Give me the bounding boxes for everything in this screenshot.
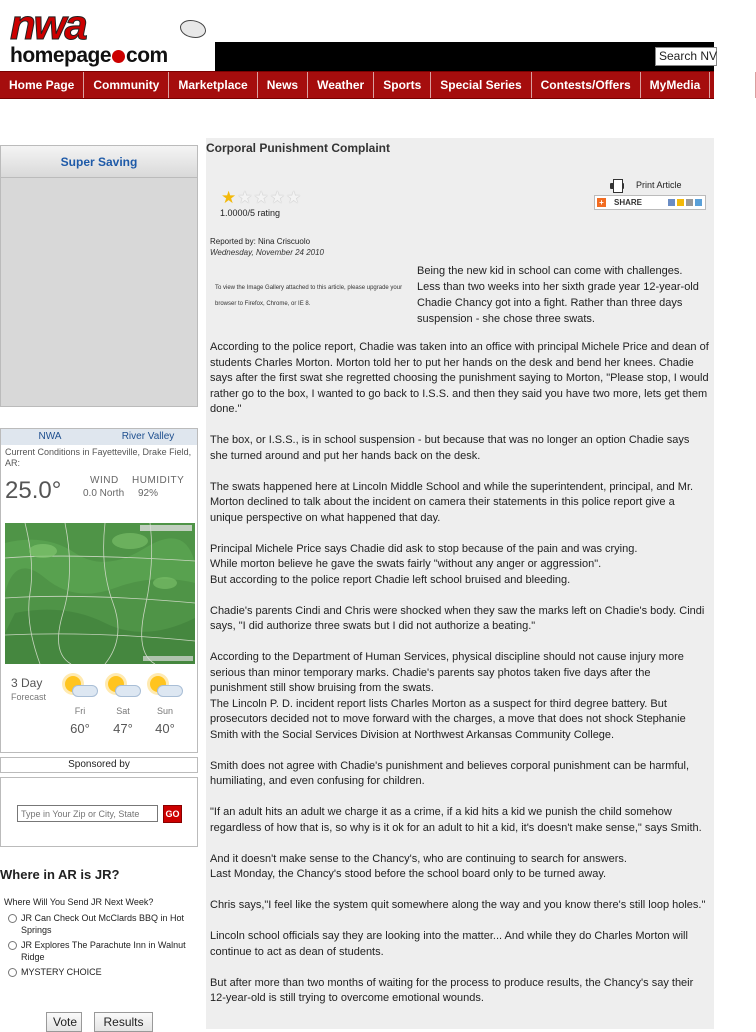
zip-search-box — [0, 777, 198, 847]
poll-option[interactable] — [8, 966, 200, 978]
site-logo[interactable] — [0, 0, 215, 71]
print-article-link[interactable] — [610, 179, 682, 191]
vote-button[interactable]: Vote — [46, 1012, 82, 1032]
nav-item-mymedia[interactable]: MyMedia — [641, 72, 711, 98]
poll-option[interactable] — [8, 939, 200, 963]
plus-icon: + — [597, 198, 606, 207]
article-paragraph: Chadie's parents Cindi and Chris were shocked when they saw the marks left on Chadie's body. Cindi says, "I did authorize three swats but I did not authorize a beating." — [210, 604, 705, 632]
star-icon[interactable]: ★ — [237, 188, 253, 207]
nav-item-community[interactable]: Community — [84, 72, 169, 98]
logo-homepage-text — [10, 44, 168, 68]
printer-icon — [610, 179, 624, 191]
star-icon[interactable]: ★ — [286, 188, 302, 207]
forecast-day — [145, 674, 185, 736]
article-paragraph: But after more than two months of waiting for the process to produce results, the Chancy's say their 12-year-old is still trying to overcome emotional wounds. — [210, 976, 694, 1004]
article-paragraph: Principal Michele Price says Chadie did ask to stop because of the pain and was crying. While morton believe he gave the swats fairly "without any anger or aggression". But according to the police report Chadie left school bruised and bleeding. — [210, 542, 638, 586]
social-icon — [695, 199, 702, 206]
poll-option-label: JR Can Check Out McClards BBQ in Hot Springs — [21, 913, 185, 935]
nav-item-forum[interactable]: Foru — [710, 72, 756, 98]
nav-item-contests-offers[interactable]: Contests/Offers — [532, 72, 641, 98]
article-paragraph: According to the police report, Chadie was taken into an office with principal Michele Price and dean of students Charles Morton. Morton told her to put her hands on the desk and bend her knees. Chadie says after the first swat she regretted choosing the punishment saying to Morton, "Please stop, I would rather go to the box, I wanted to go back to I.S.S. and then they said you have two more, lets get them done." — [210, 341, 709, 415]
logo-com-word: com — [126, 44, 168, 67]
partly-cloudy-icon — [146, 674, 184, 702]
sponsored-label: Sponsored by — [0, 757, 198, 773]
forecast-day-temp: 47° — [113, 721, 133, 736]
zip-city-input[interactable] — [17, 805, 158, 822]
weather-tab-river-valley[interactable]: River Valley — [121, 431, 175, 442]
forecast-subtitle: Forecast — [11, 692, 47, 702]
article-date: Wednesday, November 24 2010 — [210, 248, 324, 257]
byline — [210, 236, 324, 258]
weather-tabs — [1, 429, 197, 445]
forecast-day — [103, 674, 143, 736]
forecast-label — [11, 676, 46, 702]
forecast-day-temp: 60° — [70, 721, 90, 736]
nav-item-weather[interactable]: Weather — [308, 72, 374, 98]
logo-dot-icon — [112, 50, 125, 63]
article-intro: Being the new kid in school can come with challenges. Less than two weeks into her sixth grade year 12-year-old Chadie Chancy got into a fight. Rather than three days suspension - she chose three swats. — [417, 265, 699, 325]
article-paragraph: The swats happened here at Lincoln Middle School and while the superintendent, principal, and Mr. Morton declined to talk about the incident on camera their statements in this police report give a unique perspective on what happened that day. — [210, 480, 694, 524]
article — [206, 138, 714, 1029]
poll-buttons — [46, 1012, 153, 1032]
logo-nwa-text: nwa — [10, 1, 86, 48]
go-button[interactable]: GO — [163, 805, 182, 823]
logo-homepage-word: homepage — [10, 44, 112, 67]
results-button[interactable]: Results — [94, 1012, 153, 1032]
poll-radio[interactable] — [8, 941, 17, 950]
article-paragraph: According to the Department of Human Services, physical discipline should not cause injury more serious than minor temporary marks. Chadie's parents say photos taken five days after the punishment still show bruising from the swats. The Lincoln P. D. incident report lists Charles Morton as a suspect for third degree battery. But prosecutors decided not to move forward with the charges, a move that does not shock Stephanie Smith with the Social Services Division at Northwest Arkansas Community College. — [210, 651, 686, 741]
current-temperature: 25.0° — [5, 477, 62, 504]
star-icon[interactable]: ★ — [269, 188, 285, 207]
nav-item-special-series[interactable]: Special Series — [431, 72, 531, 98]
nav-item-sports[interactable]: Sports — [374, 72, 431, 98]
nav-item-news[interactable]: News — [258, 72, 308, 98]
current-conditions-label: Current Conditions in Fayetteville, Drake Field, AR: — [5, 447, 192, 468]
partly-cloudy-icon — [61, 674, 99, 702]
article-paragraph: Lincoln school officials say they are looking into the matter... And while they do Charles Morton will continue to act as dean of students. — [210, 930, 688, 958]
wind-value: 0.0 North — [83, 488, 125, 499]
social-icon — [668, 199, 675, 206]
article-paragraph: Smith does not agree with Chadie's punishment and believes corporal punishment can be harmful, humiliating, and even confusing for children. — [210, 759, 690, 787]
poll-option-label: JR Explores The Parachute Inn in Walnut Ridge — [21, 940, 186, 962]
forecast-day-temp: 40° — [155, 721, 175, 736]
jr-poll-heading: Where in AR is JR? — [0, 867, 120, 882]
social-icon — [686, 199, 693, 206]
humidity-label: HUMIDITY — [132, 475, 185, 486]
star-rating[interactable] — [221, 189, 301, 206]
weather-widget — [0, 428, 198, 753]
article-paragraph: The box, or I.S.S., is in school suspension - but because that was no longer an option Chadie says she turned around and put her hands back on the desk. — [210, 434, 690, 462]
poll-option-label: MYSTERY CHOICE — [21, 967, 102, 977]
forecast-title: 3 Day — [11, 676, 43, 690]
poll-option[interactable] — [8, 912, 200, 936]
wind-label: WIND — [90, 475, 119, 486]
super-saving-header[interactable]: Super Saving — [1, 146, 197, 178]
site-header — [0, 0, 718, 71]
star-icon[interactable]: ★ — [253, 188, 269, 207]
main-nav — [0, 71, 747, 99]
super-saving-box — [0, 145, 198, 407]
radar-map-graphic — [5, 523, 195, 664]
humidity-value: 92% — [138, 488, 159, 499]
rating-text: 1.0000/5 rating — [220, 208, 281, 218]
jr-poll — [0, 867, 200, 1029]
search-input[interactable]: Search NV — [655, 47, 717, 66]
social-icon — [677, 199, 684, 206]
forecast-day — [60, 674, 100, 736]
nav-item-marketplace[interactable]: Marketplace — [169, 72, 257, 98]
article-body — [210, 340, 710, 1022]
header-band — [215, 42, 714, 71]
reported-by: Reported by: Nina Criscuolo — [210, 237, 311, 246]
jr-poll-question: Where Will You Send JR Next Week? — [4, 897, 154, 907]
share-button[interactable] — [594, 195, 706, 210]
radar-map[interactable] — [5, 523, 195, 664]
forecast-day-name: Sun — [156, 706, 173, 716]
article-paragraph: "If an adult hits an adult we charge it as a crime, if a kid hits a kid we punish the child somehow regardless of how that is, so why is it ok for an adult to hit a kid, it's doesn't make sense," says Smith. — [210, 806, 702, 834]
article-paragraph: Chris says,"I feel like the system quit somewhere along the way and you know there's still loop holes." — [210, 899, 706, 911]
article-title: Corporal Punishment Complaint — [206, 141, 391, 155]
gallery-upgrade-note: To view the Image Gallery attached to this article, please upgrade your browser to Firefox, Chrome, or IE 8. — [215, 285, 403, 307]
print-article-label: Print Article — [636, 180, 682, 190]
poll-radio[interactable] — [8, 914, 17, 923]
star-icon[interactable]: ★ — [221, 188, 237, 207]
weather-tab-nwa[interactable]: NWA — [38, 431, 62, 442]
forecast-day-name: Sat — [116, 706, 130, 716]
logo-bird-icon — [180, 20, 206, 38]
forecast-day-name: Fri — [74, 706, 86, 716]
nav-item-home-page[interactable]: Home Page — [0, 72, 84, 98]
share-label: SHARE — [614, 198, 643, 207]
poll-radio[interactable] — [8, 968, 17, 977]
partly-cloudy-icon — [104, 674, 142, 702]
article-paragraph: And it doesn't make sense to the Chancy's, who are continuing to search for answers. Last Monday, the Chancy's stood before the school board only to be turned away. — [210, 852, 627, 880]
